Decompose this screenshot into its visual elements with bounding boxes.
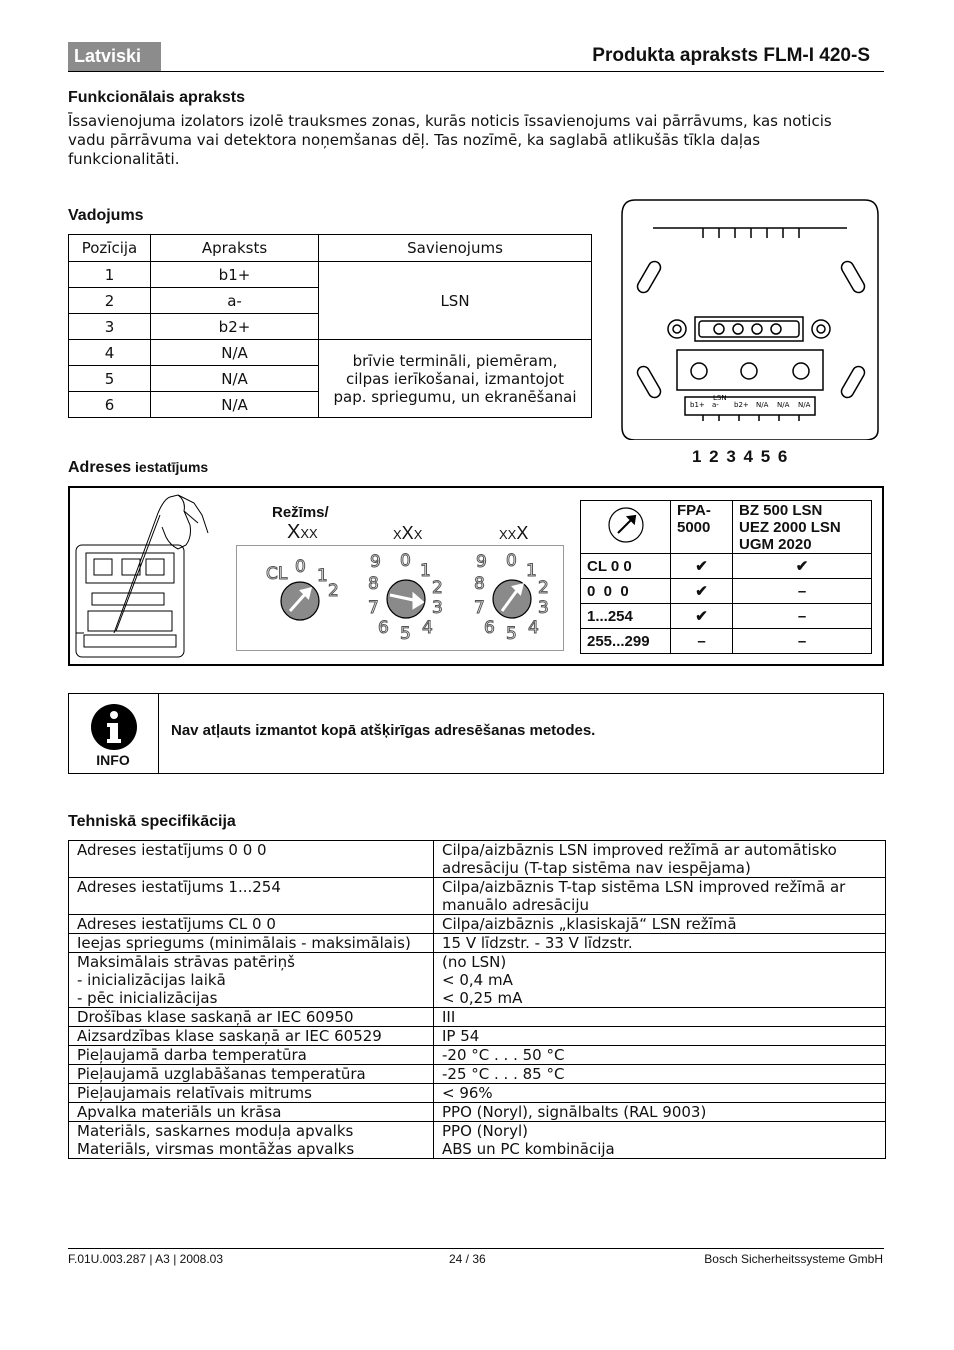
info-text: Nav atļauts izmantot kopā atšķirīgas adresēšanas metodes. [171,722,596,739]
spec-parameter-line: Adreses iestatījums 1...254 [77,878,281,896]
connection-line: pap. spriegumu, un ekranēšanai [333,387,577,406]
spec-value-line: Cilpa/aizbāznis LSN improved režīmā ar automātisko [442,841,837,859]
dial2-caption-post: X [413,527,423,542]
spec-parameter-cell [69,1084,434,1103]
spec-parameter-cell [69,953,434,1008]
spec-parameter-cell [69,1065,434,1084]
spec-value-line: ABS un PC kombinācija [442,1140,615,1158]
description-cell: N/A [151,366,319,392]
spec-parameter-line: Pieļaujamā uzglabāšanas temperatūra [77,1065,366,1083]
table-row [69,1008,886,1027]
dial2-caption [393,523,422,544]
table-row [581,629,872,654]
fpa-header-line: FPA- [677,502,711,519]
dial-mark: 1 [420,561,431,581]
spec-parameter-line: - pēc inicializācijas [77,989,218,1007]
functional-heading: Funkcionālais apraksts [68,89,245,106]
table-row [69,340,592,366]
position-cell: 5 [69,366,151,392]
bz-header [733,501,872,554]
description-cell: N/A [151,392,319,418]
terminal-numbers-label: 1 2 3 4 5 6 [692,447,788,466]
connection-line: cilpas ierīkošanai, izmantojot [346,369,564,388]
device-terminal-label: N/A [756,401,769,409]
table-row [69,953,886,1008]
spec-parameter-line: Adreses iestatījums CL 0 0 [77,915,276,933]
dial-mark: 2 [328,581,339,601]
spec-parameter-line: - inicializācijas laikā [77,971,226,989]
functional-line: Īssavienojuma izolators izolē trauksmes zonas, kurās noticis īssavienojums vai pārrāvums, kas noticis [68,112,832,130]
spec-value-cell [434,878,886,915]
table-row [581,579,872,604]
column-header: Savienojums [319,235,592,262]
functional-line: vadu pārrāvuma vai detektora noņemšanas dēļ. Tas nozīmē, ka saglabā atlikušās tīkla daļas [68,131,761,149]
mode-cell: 1...254 [581,604,671,629]
table-row [69,878,886,915]
table-row [581,604,872,629]
spec-value-cell [434,915,886,934]
info-separator [158,693,159,774]
page-title: Produkta apraksts FLM-I 420-S [592,45,870,66]
dial-mark: 9 [370,552,381,572]
footer-rule [68,1248,884,1249]
hand-screwdriver-illustration [74,493,214,661]
spec-value-cell [434,1027,886,1046]
connection-cell-lsn: LSN [319,262,592,340]
spec-value-line: Cilpa/aizbāznis „klasiskajā“ LSN režīmā [442,915,737,933]
bz-dash-icon: – [733,629,872,654]
table-header-row [581,501,872,554]
table-row [69,1084,886,1103]
table-row [69,841,886,878]
table-row [69,1027,886,1046]
spec-value-line: (no LSN) [442,953,507,971]
dial-mark: 1 [317,566,328,586]
spec-parameter-cell [69,1008,434,1027]
spec-parameter-cell [69,878,434,915]
mode-cell: 255...299 [581,629,671,654]
bz-dash-icon: – [733,604,872,629]
fpa-check-icon: ✔ [671,579,733,604]
bz-header-line: UGM 2020 [739,536,812,553]
spec-value-line: PPO (Noryl), signālbalts (RAL 9003) [442,1103,707,1121]
bz-check-icon: ✔ [733,554,872,579]
wiring-table [68,234,592,418]
spec-value-line: IP 54 [442,1027,480,1045]
spec-value-line: 15 V līdzstr. - 33 V līdzstr. [442,934,633,952]
column-header: Pozīcija [69,235,151,262]
dial-mark: 5 [506,624,517,643]
connection-line: brīvie termināli, piemēram, [352,351,558,370]
address-heading-bold: Adreses [68,459,132,476]
position-cell: 4 [69,340,151,366]
dial-mark: 3 [538,598,549,618]
spec-value-line: III [442,1008,456,1026]
address-heading [68,459,208,477]
spec-value-cell [434,1065,886,1084]
footer-page-number: 24 / 36 [449,1252,486,1266]
dial-mark: 0 [295,557,306,577]
position-cell: 2 [69,288,151,314]
fpa-header [671,501,733,554]
dial-mark: 6 [378,618,389,638]
mode-cell: CL 0 0 [581,554,671,579]
bz-header-line: BZ 500 LSN [739,502,823,519]
dial-mark: 0 [506,551,517,571]
spec-value-line: < 96% [442,1084,493,1102]
spec-value-cell [434,953,886,1008]
spec-value-line: manuālo adresāciju [442,896,589,914]
spec-parameter-cell [69,1027,434,1046]
spec-value-line: -25 °C . . . 85 °C [442,1065,565,1083]
device-terminal-label: b2+ [734,401,749,409]
spec-parameter-line: Aizsardzības klase saskaņā ar IEC 60529 [77,1027,382,1045]
mode-label: Režīms/ [272,504,329,521]
position-cell: 3 [69,314,151,340]
spec-parameter-line: Apvalka materiāls un krāsa [77,1103,282,1121]
dial1-caption-big: X [287,521,301,543]
spec-value-cell [434,1046,886,1065]
dial3-caption-big: X [516,523,529,543]
spec-parameter-cell [69,915,434,934]
column-header: Apraksts [151,235,319,262]
fpa-dash-icon: – [671,629,733,654]
spec-parameter-line: Ieejas spriegums (minimālais - maksimālais) [77,934,411,952]
table-row [69,1065,886,1084]
dial3-caption-pre: XX [499,527,517,542]
rotary-switch-mode[interactable] [262,551,352,643]
description-cell: b1+ [151,262,319,288]
spec-value-line: < 0,4 mA [442,971,513,989]
dial2-caption-pre: X [393,527,402,542]
dial-mark: 2 [432,578,443,598]
dial1-caption [287,521,318,544]
dial2-caption-big: X [401,523,414,543]
position-cell: 1 [69,262,151,288]
footer-company: Bosch Sicherheitssysteme GmbH [704,1252,883,1266]
spec-parameter-line: Materiāls, saskarnes moduļa apvalks [77,1122,354,1140]
table-row [69,1103,886,1122]
fpa-check-icon: ✔ [671,604,733,629]
spec-value-cell [434,841,886,878]
spec-value-line: PPO (Noryl) [442,1122,528,1140]
dial-mark: 7 [474,598,485,618]
footer-doc-id: F.01U.003.287 | A3 | 2008.03 [68,1252,224,1266]
dial-mark: 4 [422,618,433,638]
spec-parameter-line: Adreses iestatījums 0 0 0 [77,841,267,859]
device-terminal-label: b1+ [690,401,705,409]
position-cell: 6 [69,392,151,418]
device-terminal-label: N/A [777,401,790,409]
dial-mark: 6 [484,618,495,638]
spec-parameter-cell [69,934,434,953]
spec-heading: Tehniskā specifikācija [68,813,236,830]
dial3-caption [499,523,528,544]
spec-parameter-cell [69,1103,434,1122]
functional-line: funkcionalitāti. [68,150,180,168]
fpa-header-line: 5000 [677,519,711,536]
dial-mark: 7 [368,598,379,618]
device-diagram [615,195,885,440]
connection-cell-free [319,340,592,418]
spec-value-cell [434,1122,886,1159]
rotary-dial-icon [606,505,646,545]
spec-parameter-cell [69,841,434,878]
table-row [69,915,886,934]
rotary-switch-tens[interactable] [362,551,454,643]
bz-dash-icon: – [733,579,872,604]
spec-table [68,840,886,1159]
functional-text [68,112,868,169]
dial-mark: 8 [368,574,379,594]
spec-value-line: adresāciju (T-tap sistēma nav iespējama) [442,859,751,877]
table-row [581,554,872,579]
dial-mark: 1 [526,561,537,581]
dial-mark: 0 [400,551,411,571]
spec-parameter-cell [69,1046,434,1065]
description-cell: a- [151,288,319,314]
rotary-switch-units[interactable] [468,551,560,643]
dial-mark: 3 [432,598,443,618]
table-row [69,1122,886,1159]
header-rule [68,71,884,72]
language-label: Latviski [68,42,161,71]
spec-parameter-line: Drošības klase saskaņā ar IEC 60950 [77,1008,354,1026]
table-row [69,934,886,953]
device-terminal-label: a- [712,401,719,409]
dial1-caption-small: XX [300,526,318,541]
spec-parameter-line: Materiāls, virsmas montāžas apvalks [77,1140,355,1158]
dial-mark: 8 [474,574,485,594]
compatibility-table [580,500,872,654]
dial-mark: CL [266,564,288,584]
spec-parameter-line: Maksimālais strāvas patēriņš [77,953,295,971]
dial-mark: 9 [476,552,487,572]
spec-parameter-line: Pieļaujamā darba temperatūra [77,1046,307,1064]
table-row [69,262,592,288]
spec-value-line: < 0,25 mA [442,989,523,1007]
fpa-check-icon: ✔ [671,554,733,579]
info-label: INFO [96,752,130,768]
address-heading-rest: iestatījums [131,459,209,475]
dial-mark: 2 [538,578,549,598]
spec-value-cell [434,1103,886,1122]
device-lsn-label: LSN [713,394,727,402]
spec-value-line: Cilpa/aizbāznis T-tap sistēma LSN improved režīmā ar [442,878,846,896]
spec-value-cell [434,934,886,953]
description-cell: N/A [151,340,319,366]
dial-icon-cell [581,501,671,554]
spec-value-cell [434,1008,886,1027]
bz-header-line: UEZ 2000 LSN [739,519,841,536]
device-terminal-label: N/A [798,401,811,409]
wiring-heading: Vadojums [68,207,144,224]
table-row [69,1046,886,1065]
dial-mark: 4 [528,618,539,638]
spec-parameter-cell [69,1122,434,1159]
table-header-row [69,235,592,262]
dial-mark: 5 [400,624,411,643]
spec-parameter-line: Pieļaujamais relatīvais mitrums [77,1084,312,1102]
spec-value-cell [434,1084,886,1103]
spec-value-line: -20 °C . . . 50 °C [442,1046,565,1064]
mode-cell: 0 0 0 [581,579,671,604]
description-cell: b2+ [151,314,319,340]
info-icon [90,703,138,751]
